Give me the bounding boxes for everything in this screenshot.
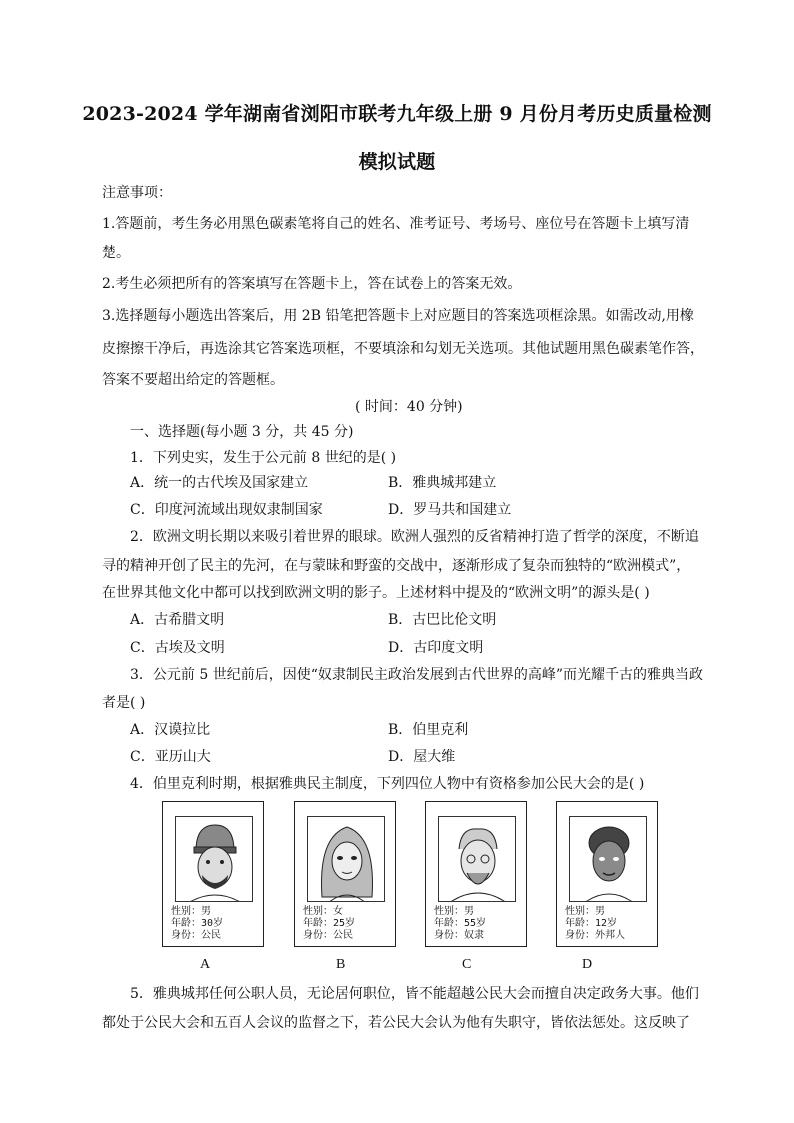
note-2: 2.考生必须把所有的答案填写在答题卡上，答在试卷上的答案无效。	[102, 276, 522, 292]
person-card-a	[162, 801, 264, 947]
q1-option-d: D．罗马共和国建立	[388, 502, 512, 518]
card-d-age: 年龄：12岁	[565, 918, 618, 929]
card-a-age: 年龄：30岁	[171, 918, 224, 929]
q3-option-b: B．伯里克利	[388, 722, 469, 738]
notes-heading: 注意事项：	[102, 185, 172, 201]
portrait-helmeted-man	[175, 816, 253, 902]
section-heading: 一、选择题(每小题 3 分，共 45 分)	[130, 424, 354, 440]
note-1: 1.答题前，考生务必用黑色碳素笔将自己的姓名、准考证号、考场号、座位号在答题卡上填写清	[102, 216, 690, 232]
q2-option-d: D．古印度文明	[388, 640, 484, 656]
portrait-woman	[307, 816, 385, 902]
person-card-b	[294, 801, 396, 947]
question-2-cont1: 寻的精神开创了民主的先河，在与蒙昧和野蛮的交战中，逐渐形成了复杂而独特的“欧洲模式”，	[102, 558, 691, 574]
card-d-gender: 性别：男	[565, 906, 605, 917]
question-3-cont: 者是( )	[102, 695, 146, 711]
card-d-identity: 身份：外邦人	[565, 930, 625, 941]
exam-title: 2023-2024 学年湖南省浏阳市联考九年级上册 9 月份月考历史质量检测	[82, 103, 712, 125]
question-4: 4．伯里克利时期，根据雅典民主制度，下列四位人物中有资格参加公民大会的是( )	[130, 776, 645, 792]
exam-subtitle: 模拟试题	[358, 151, 436, 173]
exam-time: ( 时间：40 分钟)	[355, 399, 463, 415]
card-b-age: 年龄：25岁	[303, 918, 356, 929]
card-b-identity: 身份：公民	[303, 930, 353, 941]
card-c-gender: 性别：男	[434, 906, 474, 917]
card-a-identity: 身份：公民	[171, 930, 221, 941]
question-5-cont: 都处于公民大会和五百人会议的监督之下，若公民大会认为他有失职守，皆依法惩处。这反映了	[102, 1015, 690, 1031]
person-card-d	[556, 801, 658, 947]
portrait-boy	[569, 816, 647, 902]
note-1-cont: 楚。	[102, 245, 130, 261]
q2-option-a: A．古希腊文明	[130, 612, 225, 628]
q2-option-c: C．古埃及文明	[130, 640, 225, 656]
note-3-cont1: 皮擦擦干净后，再选涂其它答案选项框，不要填涂和勾划无关选项。其他试题用黑色碳素笔作答，	[102, 341, 704, 357]
question-5: 5．雅典城邦任何公职人员，无论居何职位，皆不能超越公民大会而擅自决定政务大事。他们	[130, 986, 699, 1002]
q4-figure	[162, 801, 712, 951]
person-card-c	[425, 801, 527, 947]
q3-option-a: A．汉谟拉比	[130, 722, 211, 738]
q3-option-c: C．亚历山大	[130, 749, 211, 765]
question-1: 1．下列史实，发生于公元前 8 世纪的是( )	[130, 450, 397, 466]
card-c-age: 年龄：55岁	[434, 918, 487, 929]
q1-option-c: C．印度河流域出现奴隶制国家	[130, 502, 323, 518]
note-3: 3.选择题每小题选出答案后，用 2B 铅笔把答题卡上对应题目的答案选项框涂黑。如需改动,用橡	[102, 308, 694, 324]
card-a-gender: 性别：男	[171, 906, 211, 917]
card-label-d: D	[582, 957, 593, 972]
question-3: 3．公元前 5 世纪前后，因使“奴隶制民主政治发展到古代世界的高峰”而光耀千古的雅典当政	[130, 667, 704, 683]
card-label-a: A	[200, 957, 211, 972]
q2-option-b: B．古巴比伦文明	[388, 612, 497, 628]
q3-option-d: D．屋大维	[388, 749, 456, 765]
q1-option-b: B．雅典城邦建立	[388, 475, 497, 491]
note-3-cont2: 答案不要超出给定的答题框。	[102, 372, 284, 388]
question-2-cont2: 在世界其他文化中都可以找到欧洲文明的影子。上述材料中提及的“欧洲文明”的源头是( )	[102, 585, 650, 601]
card-label-c: C	[462, 957, 472, 972]
card-label-b: B	[336, 957, 346, 972]
portrait-old-man	[438, 816, 516, 902]
q1-option-a: A．统一的古代埃及国家建立	[130, 475, 309, 491]
card-c-identity: 身份：奴隶	[434, 930, 484, 941]
card-b-gender: 性别：女	[303, 906, 343, 917]
question-2: 2．欧洲文明长期以来吸引着世界的眼球。欧洲人强烈的反省精神打造了哲学的深度，不断追	[130, 529, 699, 545]
